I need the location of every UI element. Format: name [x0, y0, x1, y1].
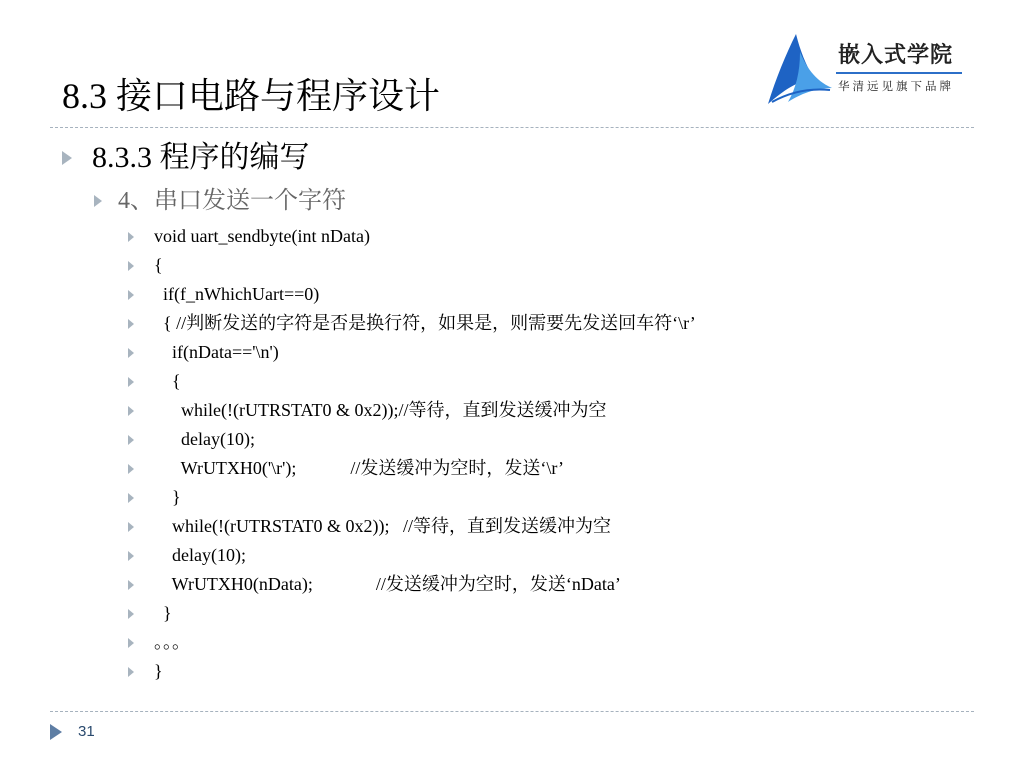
code-line-text: while(!(rUTRSTAT0 & 0x2));//等待，直到发送缓冲为空: [154, 400, 607, 420]
code-line-text: WrUTXH0(nData); //发送缓冲为空时，发送‘nData’: [154, 574, 621, 594]
page-marker-icon: [50, 724, 62, 740]
bullet-arrow-icon: [128, 522, 134, 532]
bullet-arrow-icon: [128, 609, 134, 619]
code-line-text: WrUTXH0('\r'); //发送缓冲为空时，发送‘\r’: [154, 458, 565, 478]
bullet-arrow-icon: [128, 406, 134, 416]
bullet-arrow-icon: [128, 435, 134, 445]
code-line-text: while(!(rUTRSTAT0 & 0x2)); //等待，直到发送缓冲为空: [154, 516, 612, 536]
code-line-text: delay(10);: [154, 429, 255, 449]
code-line-text: }: [154, 661, 163, 681]
bullet-arrow-icon: [128, 377, 134, 387]
slide-title: 8.3 接口电路与程序设计: [62, 76, 441, 116]
bullet-arrow-icon: [128, 348, 134, 358]
bullet-arrow-icon: [128, 638, 134, 648]
bullet-arrow-icon: [128, 493, 134, 503]
bullet-arrow-icon: [128, 667, 134, 677]
code-line-text: { //判断发送的字符是否是换行符，如果是，则需要先发送回车符‘\r’: [154, 313, 696, 333]
section-heading: 8.3.3 程序的编写: [92, 141, 310, 174]
code-line-text: 。。。: [154, 632, 190, 652]
logo-tagline: 华清远见旗下品牌: [838, 79, 954, 93]
code-line-text: {: [154, 255, 163, 275]
bullet-arrow-icon: [128, 261, 134, 271]
bullet-arrow-icon: [128, 232, 134, 242]
bullet-arrow-icon: [128, 580, 134, 590]
bullet-arrow-icon: [128, 319, 134, 329]
bullet-arrow-icon: [128, 290, 134, 300]
logo-divider: [836, 72, 962, 74]
logo-name: 嵌入式学院: [838, 43, 954, 68]
footer-divider: [50, 711, 974, 712]
code-line-text: if(f_nWhichUart==0): [154, 284, 320, 304]
subsection-heading: 4、串口发送一个字符: [118, 188, 346, 214]
bullet-arrow-icon: [62, 151, 72, 165]
code-line-text: }: [154, 487, 181, 507]
code-line-text: delay(10);: [154, 545, 246, 565]
bullet-arrow-icon: [128, 464, 134, 474]
brand-logo: [766, 32, 976, 106]
bullet-arrow-icon: [128, 551, 134, 561]
header-divider: [50, 127, 974, 128]
code-line-text: if(nData=='\n'): [154, 342, 279, 362]
code-line-text: {: [154, 371, 181, 391]
sail-logo-icon: [766, 32, 836, 106]
page-number: 31: [78, 723, 95, 740]
code-line-text: }: [154, 603, 172, 623]
code-line-text: void uart_sendbyte(int nData): [154, 226, 370, 246]
bullet-arrow-icon: [94, 195, 102, 207]
